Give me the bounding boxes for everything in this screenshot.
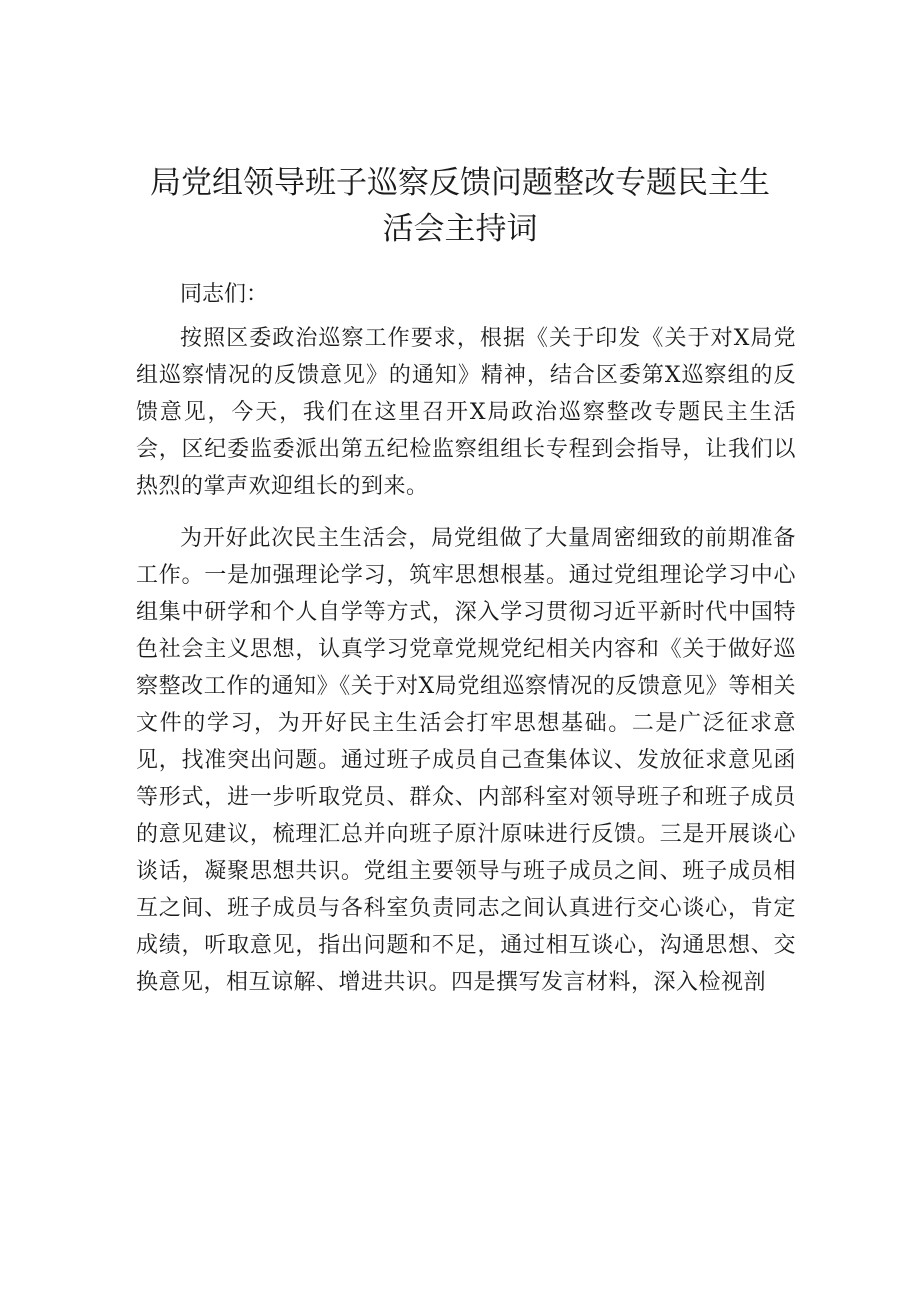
title-line-2: 活会主持词	[382, 211, 538, 247]
title-line-1: 局党组领导班子巡察反馈问题整改专题民主生	[150, 165, 770, 201]
document-title	[130, 160, 790, 252]
salutation: 同志们：	[180, 282, 269, 307]
document-body	[136, 276, 796, 1016]
paragraph-1: 按照区委政治巡察工作要求，根据《关于印发《关于对X局党组巡察情况的反馈意见》的通知》精神，结合区委第X巡察组的反馈意见，今天，我们在这里召开X局政治巡察整改专题民主生活会，区纪委监委派出第五纪检监察组组长专程到会指导，让我们以热烈的掌声欢迎组长的到来。	[136, 326, 796, 499]
paragraph-2: 为开好此次民主生活会，局党组做了大量周密细致的前期准备工作。一是加强理论学习，筑牢思想根基。通过党组理论学习中心组集中研学和个人自学等方式，深入学习贯彻习近平新时代中国特色社会主义思想，认真学习党章党规党纪相关内容和《关于做好巡察整改工作的通知》《关于对X局党组巡察情况的反馈意见》等相关文件的学习，为开好民主生活会打牢思想基础。二是广泛征求意见，找准突出问题。通过班子成员自己查集体议、发放征求意见函等形式，进一步听取党员、群众、内部科室对领导班子和班子成员的意见建议，梳理汇总并向班子原汁原味进行反馈。三是开展谈心谈话，凝聚思想共识。党组主要领导与班子成员之间、班子成员相互之间、班子成员与各科室负责同志之间认真进行交心谈心，肯定成绩，听取意见，指出问题和不足，通过相互谈心，沟通思想、交换意见，相互谅解、增进共识。四是撰写发言材料，深入检视剖	[136, 526, 796, 995]
